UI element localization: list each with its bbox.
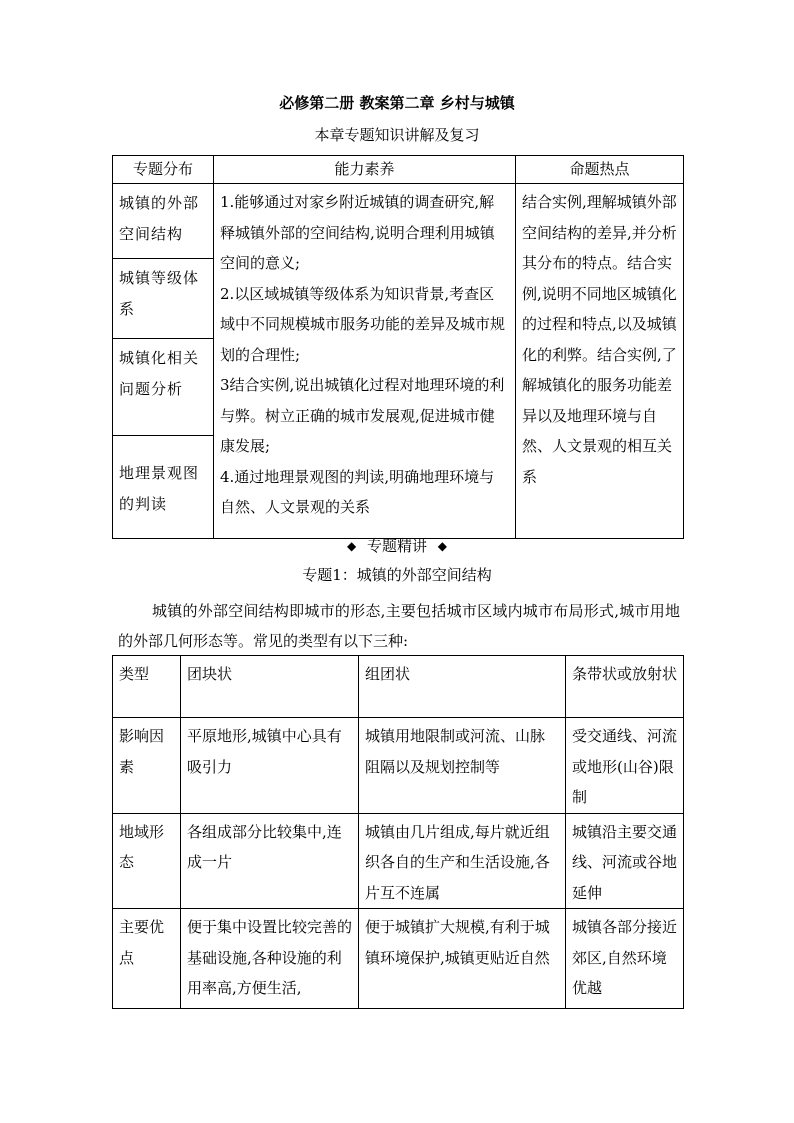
section-heading xyxy=(0,536,794,556)
column-header: 团块状 xyxy=(181,656,359,718)
ability-item: 1.能够通过对家乡附近城镇的调查研究,解释城镇外部的空间结构,说明合理利用城镇空间的意义; xyxy=(220,193,495,272)
table-row xyxy=(113,184,684,259)
table-cell: 城镇由几片组成,每片就近组织各自的生产和生活设施,各片互不连属 xyxy=(359,813,566,909)
ability-item: 2.以区域城镇等级体系为知识背景,考查区域中不同规模城市服务功能的差异及城市规划的合理性; xyxy=(220,284,506,364)
table-row xyxy=(113,813,684,909)
types-table xyxy=(112,655,684,1009)
column-header: 条带状或放射状 xyxy=(566,656,684,718)
diamond-icon: ◆ xyxy=(437,539,448,553)
topic-title: 专题1：城镇的外部空间结构 xyxy=(302,566,492,584)
row-label: 影响因素 xyxy=(113,718,181,814)
table-cell: 便于集中设置比较完善的基础设施,各种设施的利用率高,方便生活, xyxy=(181,909,359,1009)
table-cell: 各组成部分比较集中,连成一片 xyxy=(181,813,359,909)
overview-table xyxy=(112,155,684,539)
column-header: 命题热点 xyxy=(516,156,684,184)
column-header: 类型 xyxy=(113,656,181,718)
table-row xyxy=(113,909,684,1009)
topic-cell: 地理景观图的判读 xyxy=(113,436,214,539)
document-title: 必修第二册 教案第二章 乡村与城镇 xyxy=(279,94,515,112)
ability-item: 3结合实例,说出城镇化过程对地理环境的利与弊。树立正确的城市发展观,促进城市健康发展; xyxy=(220,376,505,455)
hotspots-cell: 结合实例,理解城镇外部空间结构的差异,并分析其分布的特点。结合实例,说明不同地区城镇化的过程和特点,以及城镇化的利弊。结合实例,了解城镇化的服务功能差异以及地理环境与自然、人文景观的相互关系 xyxy=(516,184,684,539)
topic-cell: 城镇的外部空间结构 xyxy=(113,184,214,259)
overview-header-row xyxy=(113,156,684,184)
table-cell: 城镇用地限制或河流、山脉阻隔以及规划控制等 xyxy=(359,718,566,814)
table-cell: 平原地形,城镇中心具有吸引力 xyxy=(181,718,359,814)
diamond-icon: ◆ xyxy=(346,539,357,553)
row-label: 主要优点 xyxy=(113,909,181,1009)
topic-cell: 城镇化相关问题分析 xyxy=(113,339,214,436)
intro-paragraph: 城镇的外部空间结构即城市的形态,主要包括城市区域内城市布局形式,城市用地的外部几何形态等。常见的类型有以下三种: xyxy=(118,602,680,650)
table-cell: 城镇沿主要交通线、河流或谷地延伸 xyxy=(566,813,684,909)
ability-item: 4.通过地理景观图的判读,明确地理环境与自然、人文景观的关系 xyxy=(220,467,495,516)
section-heading-text: 专题精讲 xyxy=(366,537,427,555)
column-header: 组团状 xyxy=(359,656,566,718)
column-header: 专题分布 xyxy=(113,156,214,184)
table-row xyxy=(113,718,684,814)
table-cell: 受交通线、河流或地形(山谷)限制 xyxy=(566,718,684,814)
abilities-cell xyxy=(214,184,516,539)
document-subtitle: 本章专题知识讲解及复习 xyxy=(314,126,480,144)
column-header: 能力素养 xyxy=(214,156,516,184)
row-label: 地域形态 xyxy=(113,813,181,909)
table-cell: 便于城镇扩大规模,有利于城镇环境保护,城镇更贴近自然 xyxy=(359,909,566,1009)
table-cell: 城镇各部分接近郊区,自然环境优越 xyxy=(566,909,684,1009)
types-header-row xyxy=(113,656,684,718)
topic-cell: 城镇等级体系 xyxy=(113,259,214,339)
